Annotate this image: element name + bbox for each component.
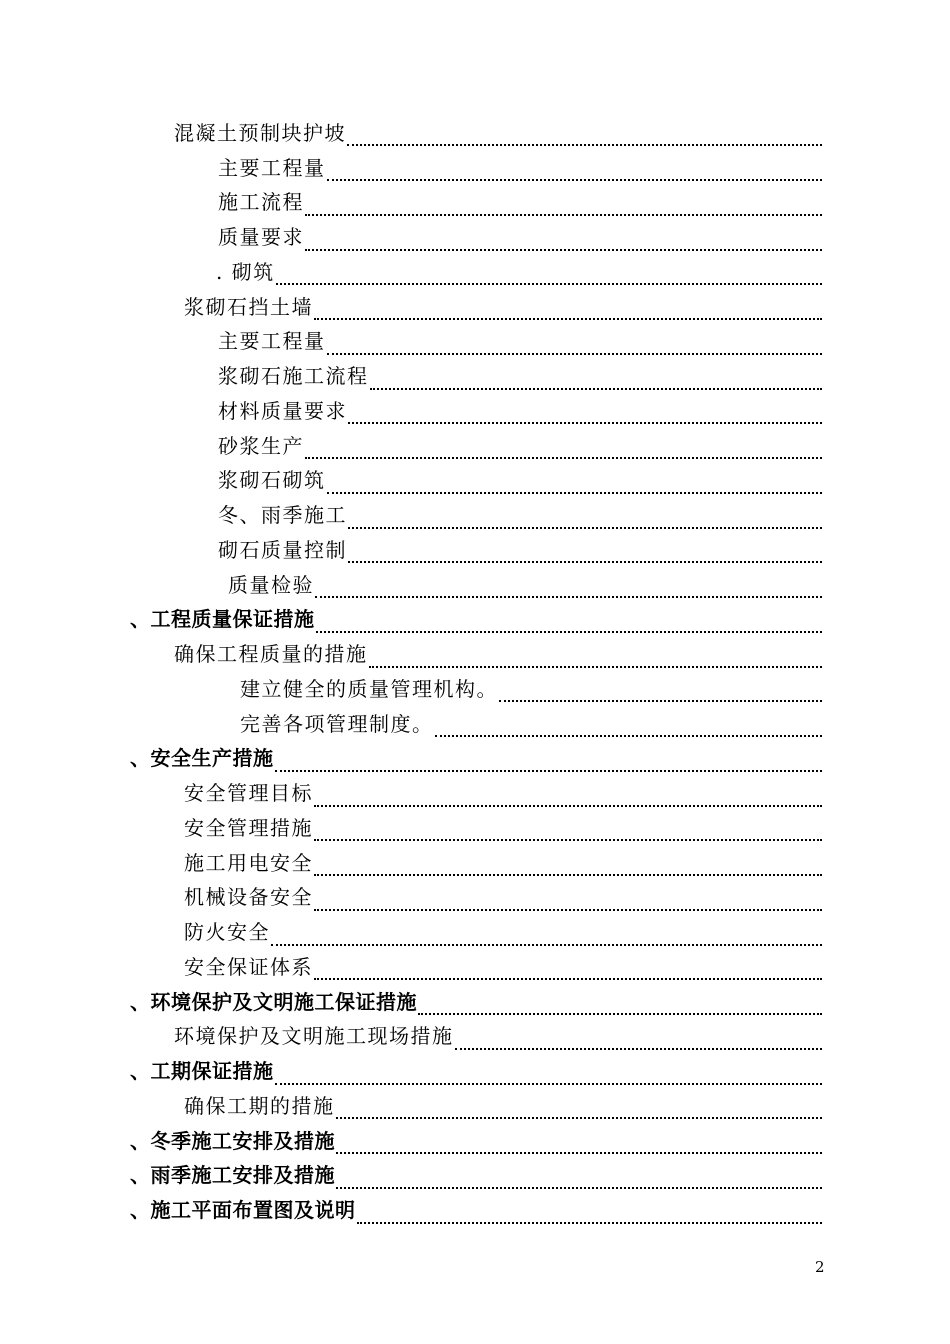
toc-dot-leader [435,715,823,737]
toc-entry-label: 建立健全的质量管理机构。 [240,676,498,701]
toc-entry-label: 、工程质量保证措施 [130,607,315,632]
toc-entry-label: 施工流程 [218,190,304,215]
toc-dot-leader [357,1202,823,1224]
toc-dot-leader [336,1132,822,1154]
toc-dot-leader [336,1167,822,1189]
toc-entry[interactable] [0,913,950,948]
toc-section-heading[interactable] [0,1122,950,1157]
toc-dot-leader [314,298,822,320]
toc-entry[interactable] [0,705,950,740]
toc-entry-label: 、工期保证措施 [130,1059,274,1084]
toc-dot-leader [370,368,823,390]
page-number: 2 [815,1258,825,1276]
toc-entry[interactable] [0,114,950,149]
toc-dot-leader [271,924,822,946]
toc-entry-label: 、环境保护及文明施工保证措施 [130,989,417,1014]
toc-entry[interactable] [0,288,950,323]
toc-section-heading[interactable] [0,601,950,636]
toc-dot-leader [314,958,822,980]
toc-entry-label: 浆砌石施工流程 [218,364,369,389]
toc-entry-label: 安全管理措施 [184,815,313,840]
toc-dot-leader [327,159,823,181]
toc-entry[interactable] [0,1087,950,1122]
toc-entry[interactable] [0,948,950,983]
toc-entry-label: 砂浆生产 [218,433,304,458]
toc-dot-leader [275,1063,823,1085]
toc-entry-label: 防火安全 [184,920,270,945]
toc-dot-leader [314,819,822,841]
toc-entry-label: 冬、雨季施工 [218,503,347,528]
toc-entry-label: 机械设备安全 [184,885,313,910]
toc-entry-label: 混凝土预制块护坡 [174,120,346,145]
toc-entry-label: 、雨季施工安排及措施 [130,1163,335,1188]
toc-entry-label: 主要工程量 [218,155,326,180]
toc-entry-label: 、安全生产措施 [130,746,274,771]
toc-entry-label: 质量检验 [228,572,314,597]
toc-section-heading[interactable] [0,740,950,775]
toc-dot-leader [314,889,822,911]
toc-dot-leader [305,194,822,216]
toc-section-heading[interactable] [0,1052,950,1087]
toc-entry[interactable] [0,844,950,879]
toc-dot-leader [499,680,822,702]
toc-entry[interactable] [0,774,950,809]
toc-entry[interactable] [0,496,950,531]
toc-entry[interactable] [0,253,950,288]
toc-dot-leader [348,541,822,563]
toc-dot-leader [316,611,823,633]
toc-entry-label: 材料质量要求 [218,398,347,423]
toc-section-heading[interactable] [0,1157,950,1192]
toc-entry[interactable] [0,531,950,566]
toc-dot-leader [275,750,823,772]
toc-entry[interactable] [0,392,950,427]
toc-dot-leader [348,507,822,529]
table-of-contents [0,114,950,1226]
toc-entry-label: 确保工期的措施 [184,1093,335,1118]
toc-entry-label: 浆砌石砌筑 [218,468,326,493]
toc-entry-label: 主要工程量 [218,329,326,354]
toc-entry[interactable] [0,879,950,914]
toc-entry[interactable] [0,1018,950,1053]
toc-entry[interactable] [0,323,950,358]
toc-dot-leader [315,576,822,598]
toc-entry[interactable] [0,427,950,462]
toc-section-heading[interactable] [0,983,950,1018]
toc-entry-label: 施工用电安全 [184,850,313,875]
toc-dot-leader [347,124,822,146]
toc-entry[interactable] [0,670,950,705]
toc-dot-leader [327,472,823,494]
toc-entry-label: 安全管理目标 [184,781,313,806]
toc-entry-label: 浆砌石挡土墙 [184,294,313,319]
toc-entry[interactable] [0,218,950,253]
toc-entry-label: 确保工程质量的措施 [174,642,368,667]
toc-dot-leader [418,993,822,1015]
toc-entry[interactable] [0,357,950,392]
toc-dot-leader [314,785,822,807]
toc-dot-leader [455,1028,823,1050]
toc-entry-label: 、施工平面布置图及说明 [130,1198,356,1223]
toc-dot-leader [305,229,822,251]
toc-entry-label: 、冬季施工安排及措施 [130,1128,335,1153]
toc-entry[interactable] [0,184,950,219]
toc-dot-leader [369,646,823,668]
toc-entry[interactable] [0,809,950,844]
toc-entry-label: 砌石质量控制 [218,537,347,562]
toc-entry-label: . 砌筑 [216,259,275,284]
toc-entry[interactable] [0,635,950,670]
toc-dot-leader [276,263,822,285]
toc-entry[interactable] [0,566,950,601]
toc-entry-label: 完善各项管理制度。 [240,711,434,736]
toc-section-heading[interactable] [0,1191,950,1226]
toc-dot-leader [314,854,822,876]
toc-dot-leader [348,402,822,424]
toc-entry[interactable] [0,462,950,497]
toc-entry-label: 质量要求 [218,225,304,250]
toc-entry-label: 安全保证体系 [184,954,313,979]
toc-entry[interactable] [0,149,950,184]
toc-dot-leader [327,333,823,355]
toc-entry-label: 环境保护及文明施工现场措施 [174,1024,454,1049]
toc-dot-leader [305,437,822,459]
toc-dot-leader [336,1097,823,1119]
